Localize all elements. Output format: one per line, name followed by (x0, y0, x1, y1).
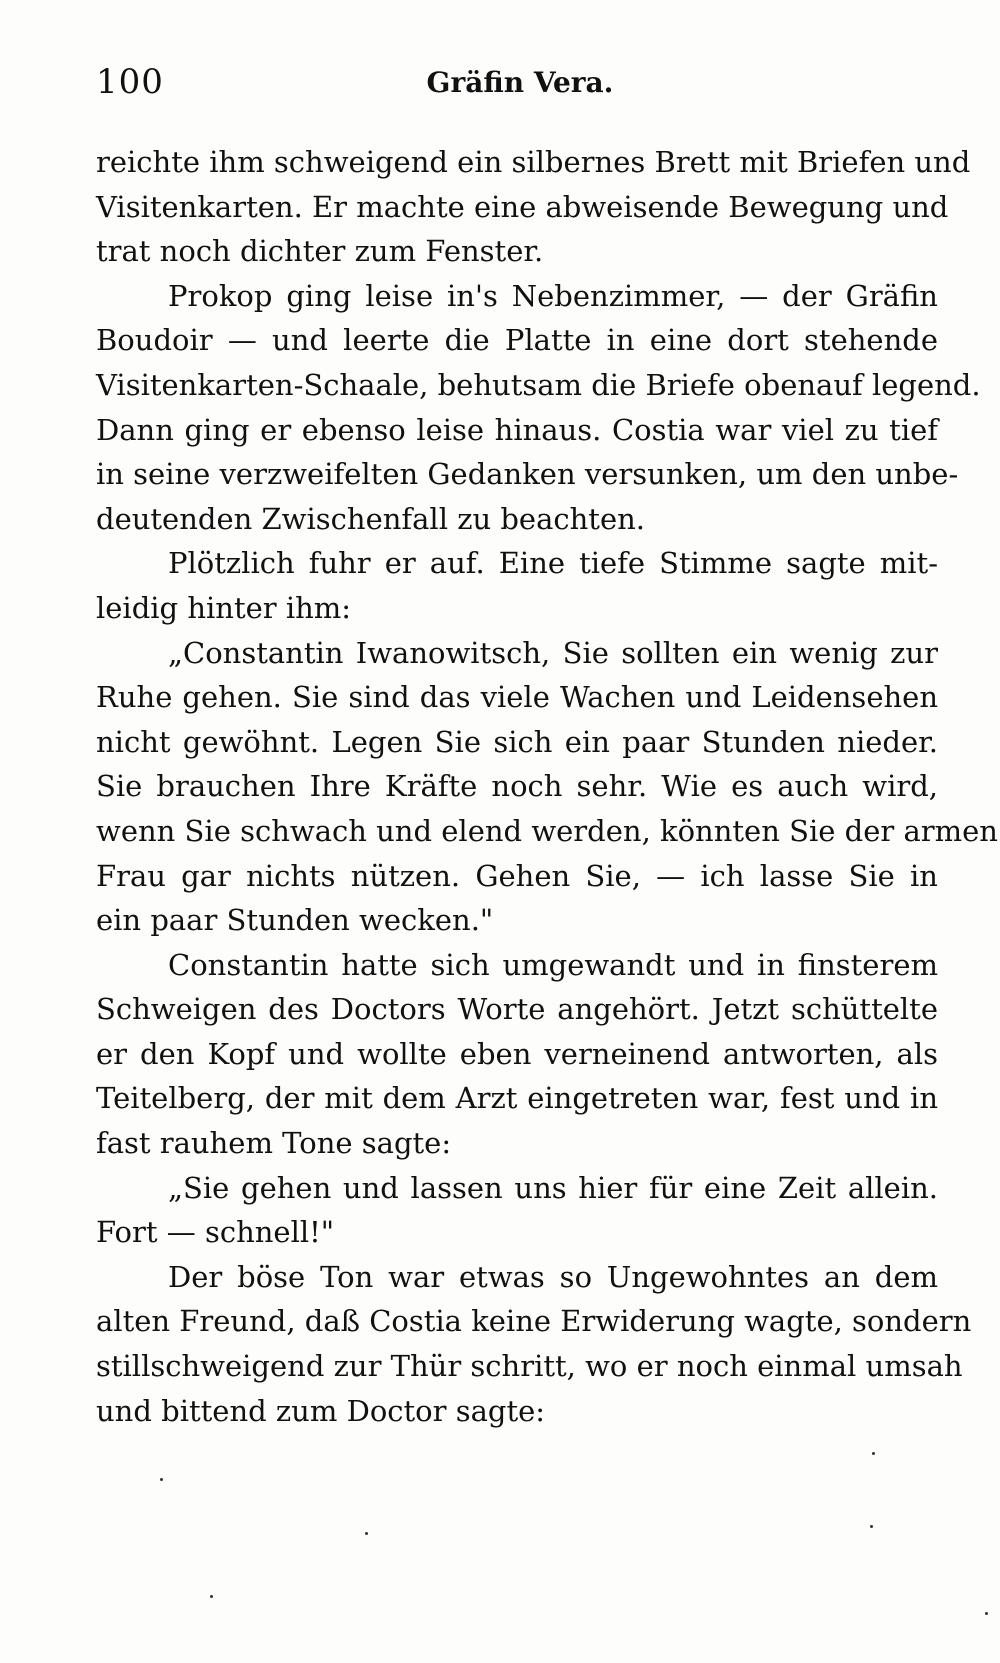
text-line: alten Freund, daß Costia keine Erwiderung wagte, sondern (96, 1304, 972, 1339)
text-line: leidig hinter ihm: (96, 590, 352, 625)
page-header (96, 62, 944, 112)
paper-speck (985, 1612, 988, 1615)
text-line: er den Kopf und wollte eben verneinend antworten, als (96, 1036, 938, 1071)
text-line: und bittend zum Doctor sagte: (96, 1393, 546, 1428)
paper-speck (870, 1525, 873, 1528)
text-line: ein paar Stunden wecken." (96, 903, 494, 938)
paper-speck (160, 1478, 163, 1481)
text-line: Visitenkarten-Schaale, behutsam die Briefe obenauf legend. (96, 367, 981, 402)
text-line: Frau gar nichts nützen. Gehen Sie, — ich lasse Sie in (96, 858, 938, 893)
text-line: Constantin hatte sich umgewandt und in finsterem (168, 947, 938, 982)
text-line: Boudoir — und leerte die Platte in eine dort stehende (96, 323, 938, 358)
running-title: Gräfin Vera. (426, 66, 614, 99)
text-line: Plötzlich fuhr er auf. Eine tiefe Stimme sagte mit- (168, 546, 938, 581)
text-line: Sie brauchen Ihre Kräfte noch sehr. Wie es auch wird, (96, 769, 938, 804)
text-line: Dann ging er ebenso leise hinaus. Costia war viel zu tief (96, 412, 938, 447)
text-line: fast rauhem Tone sagte: (96, 1126, 452, 1161)
paper-speck (872, 1452, 875, 1455)
text-line: Der böse Ton war etwas so Ungewohntes an dem (168, 1259, 938, 1294)
text-line: Teitelberg, der mit dem Arzt eingetreten war, fest und in (96, 1081, 938, 1116)
text-line: Schweigen des Doctors Worte angehört. Jetzt schüttelte (96, 992, 938, 1027)
text-line: in seine verzweifelten Gedanken versunken, um den unbe- (96, 457, 959, 492)
text-line: Visitenkarten. Er machte eine abweisende Bewegung und (96, 189, 949, 224)
text-line: reichte ihm schweigend ein silbernes Brett mit Briefen und (96, 145, 971, 179)
paper-speck (365, 1532, 368, 1535)
paper-speck (210, 1595, 213, 1598)
text-line: Prokop ging leise in's Nebenzimmer, — der Gräfin (168, 278, 938, 313)
text-line: „Sie gehen und lassen uns hier für eine Zeit allein. (168, 1170, 938, 1205)
text-line: nicht gewöhnt. Legen Sie sich ein paar Stunden nieder. (96, 724, 938, 759)
text-line: Fort — schnell!" (96, 1215, 335, 1250)
text-line: wenn Sie schwach und elend werden, könnten Sie der armen (96, 813, 998, 848)
text-line: trat noch dichter zum Fenster. (96, 234, 544, 269)
text-line: „Constantin Iwanowitsch, Sie sollten ein wenig zur (168, 635, 938, 670)
text-line: Ruhe gehen. Sie sind das viele Wachen und Leidensehen (96, 680, 938, 715)
body-text (96, 140, 998, 1433)
text-line: stillschweigend zur Thür schritt, wo er noch einmal umsah (96, 1349, 963, 1384)
page-number: 100 (96, 62, 164, 102)
text-line: deutenden Zwischenfall zu beachten. (96, 501, 646, 536)
